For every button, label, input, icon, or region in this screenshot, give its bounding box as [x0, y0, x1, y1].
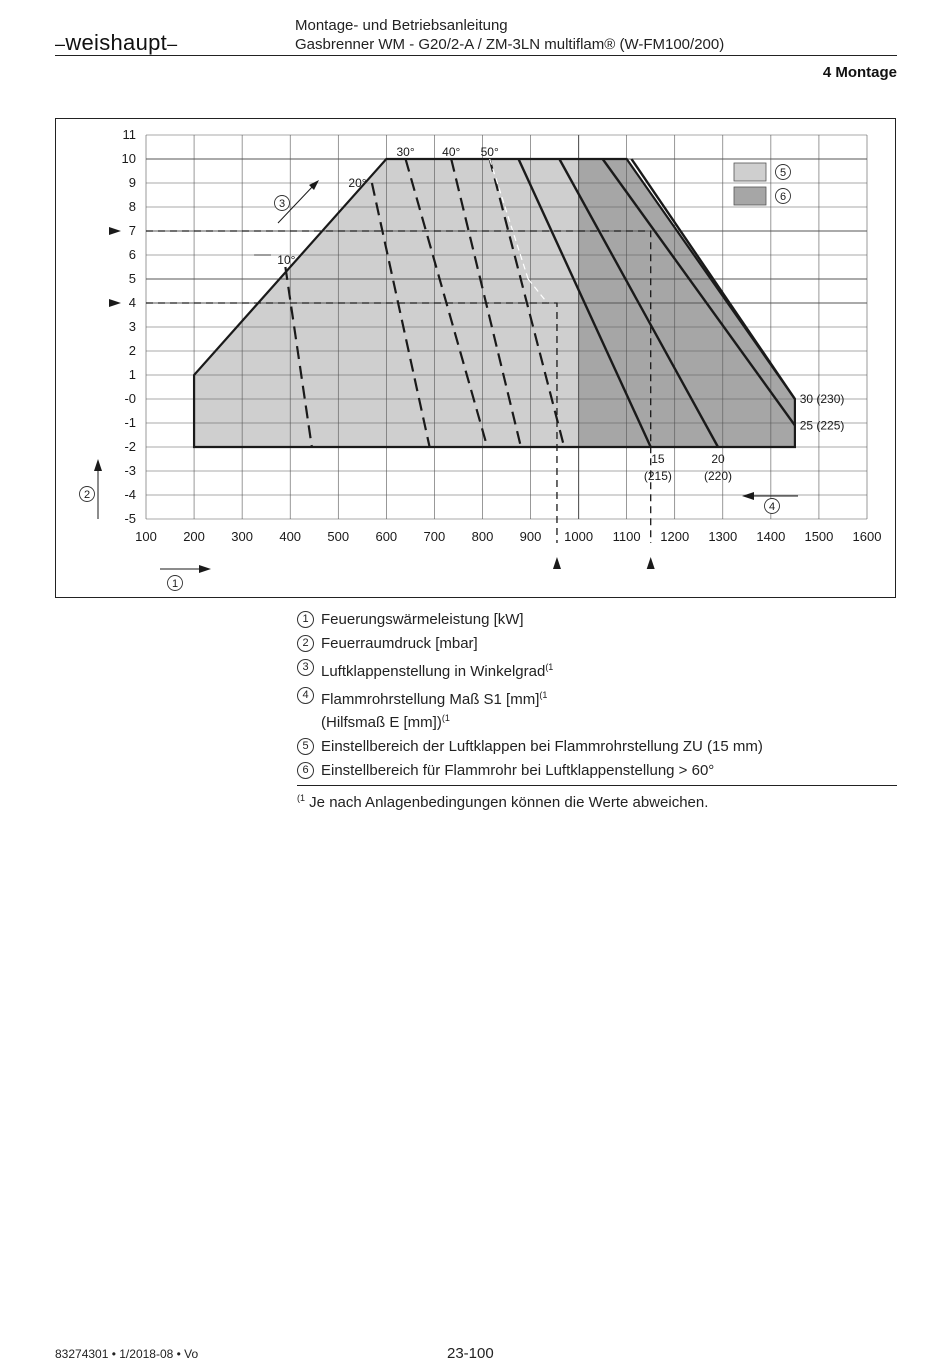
x-tick-label: 600 [375, 529, 398, 544]
legend-item [297, 634, 897, 653]
flame-tube-label: 25 (225) [799, 418, 845, 433]
x-tick-label: 1400 [756, 529, 786, 544]
y-tick-label: 9 [128, 175, 136, 190]
y-tick-label: 3 [128, 319, 136, 334]
x-tick-label: 300 [231, 529, 253, 544]
legend-swatch-6 [734, 187, 766, 205]
callout-number: 1 [171, 578, 179, 590]
y-tick-label: 8 [128, 199, 136, 214]
chart-svg [56, 119, 897, 599]
x-tick-label: 800 [471, 529, 494, 544]
air-damper-label: 50° [480, 144, 499, 159]
y-tick-label: -4 [124, 487, 136, 502]
y-tick-label: -2 [124, 439, 136, 454]
legend-item [297, 658, 897, 681]
x-tick-label: 400 [279, 529, 302, 544]
x-tick-label: 1200 [660, 529, 690, 544]
x-tick-label: 100 [135, 529, 157, 544]
callout-number: 2 [83, 489, 91, 501]
header-divider [55, 55, 897, 56]
arrow-head [199, 565, 211, 573]
arrow-head [553, 557, 561, 569]
callout-number: 3 [278, 198, 286, 210]
footnote-marker: (1 [545, 662, 554, 672]
document-title [295, 16, 724, 54]
y-tick-label: 4 [128, 295, 136, 310]
legend-divider [297, 785, 897, 786]
y-tick-label: 11 [122, 127, 136, 142]
legend-text: (Hilfsmaß E [mm]) [321, 714, 442, 731]
flame-tube-label: (215) [643, 468, 672, 483]
x-tick-label: 900 [519, 529, 542, 544]
x-tick-label: 1100 [612, 529, 641, 544]
air-damper-label: 20° [348, 176, 367, 190]
legend-text: Flammrohrstellung Maß S1 [mm] [321, 691, 540, 708]
y-tick-label: -1 [124, 415, 136, 430]
legend-item [297, 610, 897, 629]
y-tick-label: 5 [128, 271, 136, 286]
footnote-marker: (1 [539, 690, 548, 700]
flame-tube-label: 15 [651, 452, 665, 466]
y-tick-label: 6 [128, 247, 136, 262]
legend-item [297, 686, 897, 732]
y-tick-label: 10 [121, 151, 136, 166]
x-tick-label: 700 [423, 529, 446, 544]
x-tick-label: 1300 [708, 529, 738, 544]
legend-text: Feuerraumdruck [mbar] [321, 635, 478, 652]
legend-number: 1 [297, 611, 314, 628]
title-line-2: Gasbrenner WM - G20/2-A / ZM-3LN multiflam® (W-FM100/200) [295, 36, 725, 53]
footnote-text: Je nach Anlagenbedingungen können die Werte abweichen. [305, 794, 709, 811]
logo-text: weishaupt [65, 30, 168, 55]
y-tick-label: 7 [128, 223, 136, 238]
y-tick-label: 2 [128, 343, 136, 358]
flame-tube-label: 30 (230) [799, 392, 845, 406]
x-tick-label: 500 [327, 529, 350, 544]
air-damper-label: 40° [442, 144, 461, 159]
callout-number: 4 [768, 501, 776, 513]
footnote-marker: (1 [441, 713, 450, 723]
y-tick-label: -0 [124, 391, 136, 406]
flame-tube-label: 20 [711, 452, 725, 466]
footnote [297, 788, 897, 813]
flame-tube-label: (220) [703, 468, 733, 483]
legend [297, 610, 897, 813]
arrow-head [94, 459, 102, 471]
arrow-head [647, 557, 655, 569]
document-number: 83274301 • 1/2018-08 • Vo [55, 1347, 199, 1361]
x-tick-label: 1000 [564, 529, 594, 544]
section-title: 4 Montage [822, 64, 897, 81]
page-number: 23-100 [447, 1345, 494, 1362]
legend-swatch-5 [734, 163, 766, 181]
y-tick-label: -5 [124, 511, 136, 526]
callout-number: 6 [779, 191, 787, 203]
arrow-head [109, 299, 121, 307]
working-field-chart [55, 118, 896, 598]
arrow-head [109, 227, 121, 235]
x-tick-label: 200 [183, 529, 205, 544]
air-damper-label: 10° [277, 252, 296, 267]
y-tick-label: -3 [124, 463, 136, 478]
x-tick-label: 1500 [804, 529, 834, 544]
legend-item [297, 737, 897, 756]
legend-item [297, 761, 897, 780]
legend-number: 6 [297, 762, 314, 779]
y-tick-label: 1 [128, 367, 136, 382]
legend-number: 2 [297, 635, 314, 652]
legend-text: Feuerungswärmeleistung [kW] [321, 611, 524, 628]
air-damper-label: 30° [396, 144, 415, 159]
legend-text: Einstellbereich für Flammrohr bei Luftklappenstellung > 60° [321, 762, 715, 779]
x-tick-label: 1600 [852, 529, 882, 544]
footnote-marker: (1 [297, 793, 306, 803]
arrow-head [742, 492, 754, 500]
brand-logo: –weishaupt– [55, 30, 178, 55]
legend-text: Luftklappenstellung in Winkelgrad [321, 663, 546, 680]
title-line-1: Montage- und Betriebsanleitung [295, 17, 508, 34]
legend-number: 5 [297, 738, 314, 755]
callout-number: 5 [779, 167, 787, 179]
legend-number: 4 [297, 687, 314, 704]
legend-number: 3 [297, 659, 314, 676]
legend-text: Einstellbereich der Luftklappen bei Flammrohrstellung ZU (15 mm) [321, 738, 763, 755]
